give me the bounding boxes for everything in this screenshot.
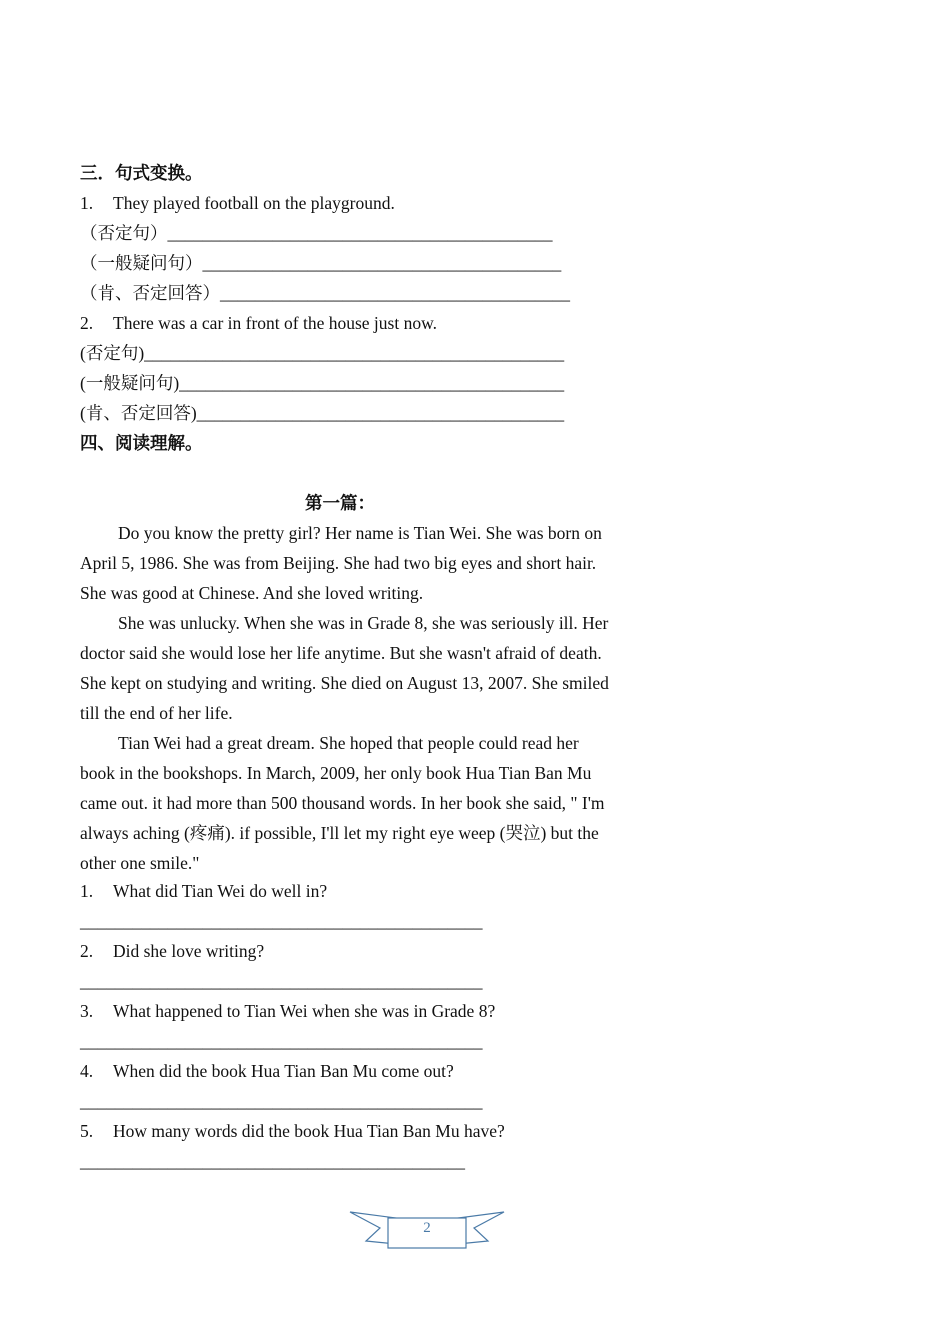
reading-question (80, 1056, 454, 1086)
passage-body (80, 518, 610, 878)
question-text: What did Tian Wei do well in? (113, 881, 328, 901)
section-heading-4: 四、阅读理解。 (80, 433, 203, 453)
answer-line[interactable]: (一般疑问句)____________________________________________ (80, 373, 565, 393)
answer-line[interactable]: ____________________________________________ (80, 1151, 465, 1171)
question-number: 1. (80, 193, 94, 213)
reading-question (80, 1116, 505, 1146)
question-1 (80, 188, 395, 218)
answer-line[interactable]: (否定句)________________________________________________ (80, 343, 565, 363)
question-text: When did the book Hua Tian Ban Mu come out? (113, 1061, 454, 1081)
answer-line[interactable]: ______________________________________________ (80, 1031, 483, 1051)
question-number: 5. (80, 1121, 94, 1141)
question-number: 1. (80, 881, 94, 901)
answer-line[interactable]: ______________________________________________ (80, 911, 483, 931)
question-text: Did she love writing? (113, 941, 265, 961)
answer-line[interactable]: (肯、否定回答)__________________________________________ (80, 403, 565, 423)
passage-paragraph: She was unlucky. When she was in Grade 8, she was seriously ill. Her doctor said she would lose her life anytime. But she wasn't afraid of death. She kept on studying and writing. She died on August 13, 2007. She smiled till the end of her life. (80, 613, 609, 723)
question-number: 4. (80, 1061, 94, 1081)
question-number: 2. (80, 313, 94, 333)
passage-paragraph: Tian Wei had a great dream. She hoped that people could read her book in the bookshops. In March, 2009, her only book Hua Tian Ban Mu came out. it had more than 500 thousand words. In her book she said, " I'm always aching (疼痛). if possible, I'll let my right eye weep (哭泣) but the other one smile." (80, 733, 605, 873)
page-number: 2 (423, 1220, 431, 1236)
answer-line[interactable]: （一般疑问句）_________________________________________ (80, 253, 562, 273)
question-text: They played football on the playground. (113, 193, 395, 213)
page-number-ribbon (346, 1208, 508, 1250)
answer-line[interactable]: ______________________________________________ (80, 971, 483, 991)
reading-question (80, 936, 264, 966)
answer-line[interactable]: （否定句）____________________________________________ (80, 223, 553, 243)
question-number: 2. (80, 941, 94, 961)
reading-question (80, 996, 495, 1026)
question-2 (80, 308, 437, 338)
question-text: There was a car in front of the house just now. (113, 313, 437, 333)
question-text: How many words did the book Hua Tian Ban Mu have? (113, 1121, 505, 1141)
section-heading-3: 三．句式变换。 (80, 163, 203, 183)
answer-line[interactable]: ______________________________________________ (80, 1091, 483, 1111)
passage-paragraph: Do you know the pretty girl? Her name is Tian Wei. She was born on April 5, 1986. She was from Beijing. She had two big eyes and short hair. She was good at Chinese. And she loved writing. (80, 523, 602, 603)
question-text: What happened to Tian Wei when she was in Grade 8? (113, 1001, 496, 1021)
question-number: 3. (80, 1001, 94, 1021)
passage-title: 第一篇： (305, 493, 375, 513)
answer-line[interactable]: （肯、否定回答）________________________________________ (80, 283, 570, 303)
reading-question (80, 876, 327, 906)
